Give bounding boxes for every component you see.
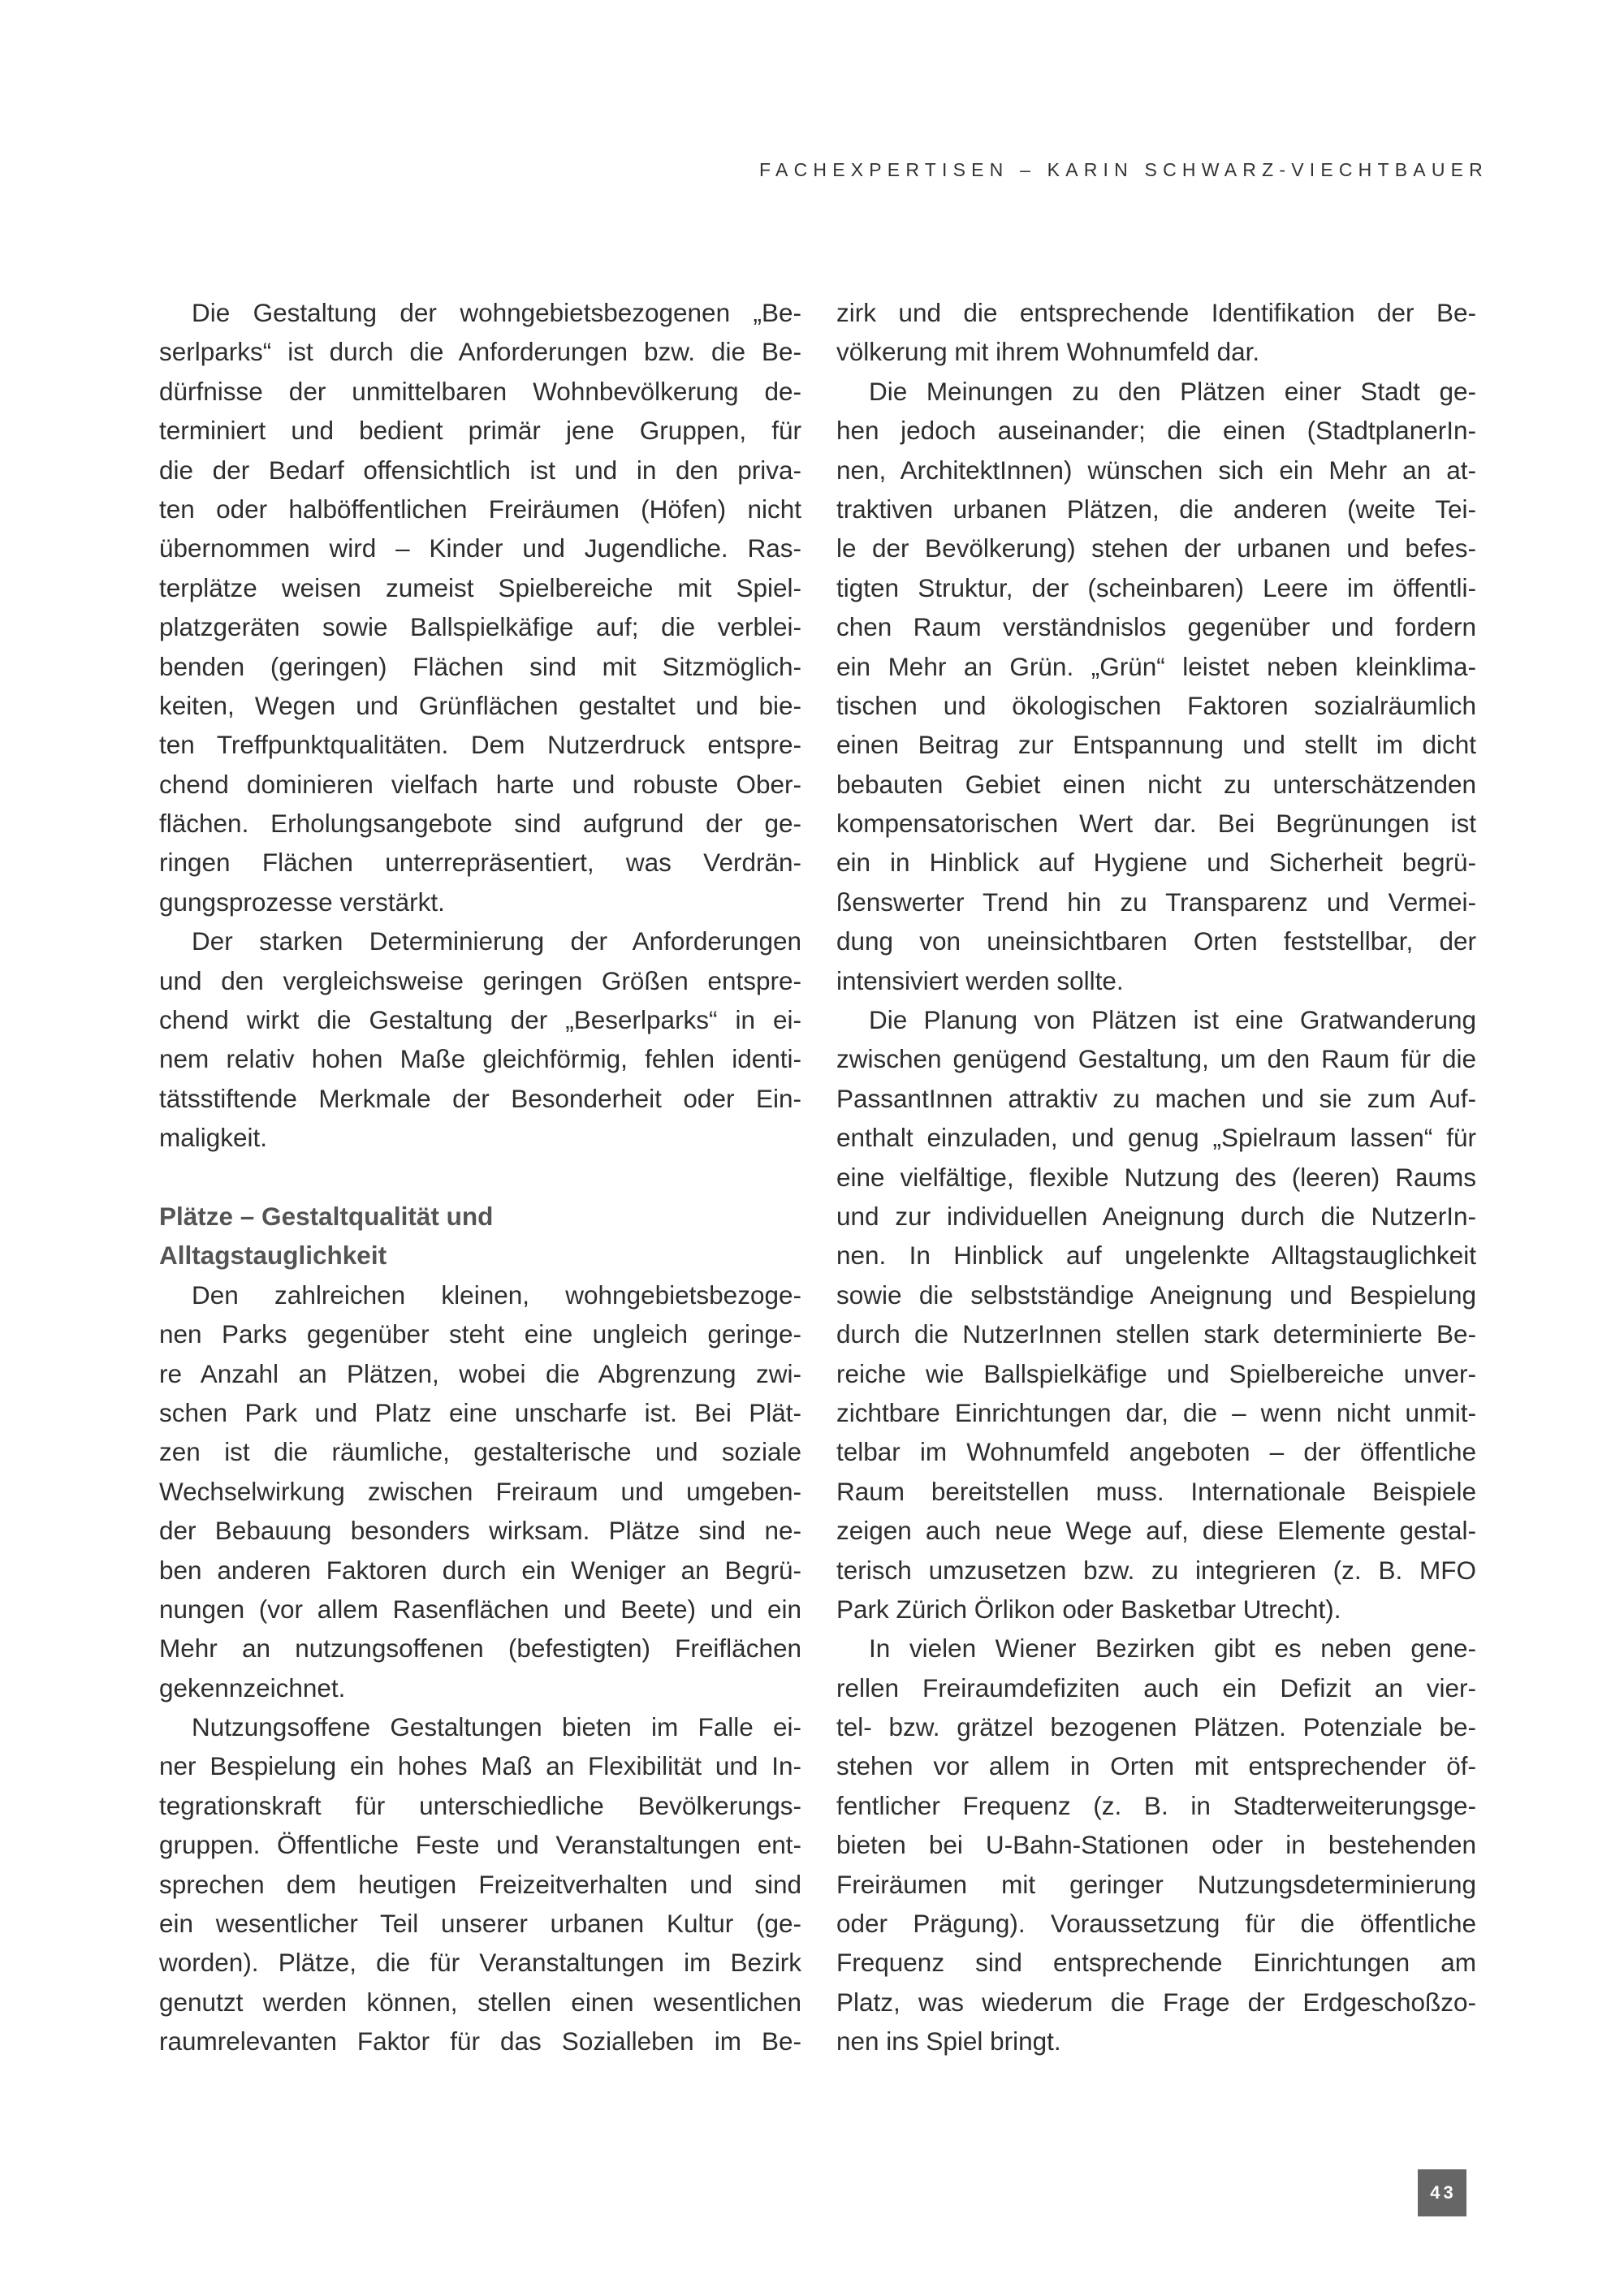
- text-line: tigten Struktur, der (scheinbaren) Leere im öffentli-: [836, 572, 1476, 602]
- text-line: gekennzeichnet.: [159, 1672, 346, 1703]
- text-line: bieten bei U-Bahn-Stationen oder in bestehenden: [836, 1830, 1476, 1860]
- text-line: bebauten Gebiet einen nicht zu unterschätzenden: [836, 769, 1476, 799]
- text-line: benden (geringen) Flächen sind mit Sitzmöglich-: [159, 651, 801, 681]
- heading-line: Plätze – Gestaltqualität und: [159, 1201, 494, 1231]
- text-line: worden). Plätze, die für Veranstaltungen im Bezirk: [159, 1948, 801, 1978]
- text-line: chend dominieren vielfach harte und robuste Ober-: [159, 769, 801, 799]
- text-line: Freiräumen mit geringer Nutzungsdeterminierung: [836, 1869, 1476, 1899]
- paragraph: [836, 1629, 1476, 2061]
- text-line: terisch umzusetzen bzw. zu integrieren (z. B. MFO: [836, 1555, 1476, 1585]
- text-line: zeigen auch neue Wege auf, diese Elemente gestal-: [836, 1516, 1476, 1546]
- text-line: rellen Freiraumdefiziten auch ein Defizit an vier-: [836, 1672, 1476, 1703]
- text-line: ten Treffpunktqualitäten. Dem Nutzerdruck entspre-: [159, 730, 801, 760]
- text-line: ner Bespielung ein hohes Maß an Flexibilität und In-: [159, 1751, 801, 1781]
- text-line: Raum bereitstellen muss. Internationale Beispiele: [836, 1476, 1476, 1506]
- paragraph: [159, 293, 801, 921]
- paragraph: [836, 1000, 1476, 1629]
- text-line: tegrationskraft für unterschiedliche Bevölkerungs-: [159, 1790, 801, 1820]
- text-line: tischen und ökologischen Faktoren sozialräumlich: [836, 690, 1476, 720]
- text-line: durch die NutzerInnen stellen stark determinierte Be-: [836, 1319, 1476, 1349]
- text-line: kompensatorischen Wert dar. Bei Begrünungen ist: [836, 809, 1476, 839]
- text-line: Die Planung von Plätzen ist eine Gratwanderung: [869, 1005, 1476, 1035]
- text-line: traktiven urbanen Plätzen, die anderen (weite Tei-: [836, 494, 1476, 524]
- text-line: zirk und die entsprechende Identifikation der Be-: [836, 298, 1476, 327]
- text-line: Park Zürich Örlikon oder Basketbar Utrecht).: [836, 1594, 1341, 1624]
- text-line: zichtbare Einrichtungen dar, die – wenn nicht unmit-: [836, 1397, 1476, 1427]
- text-line: eine vielfältige, flexible Nutzung des (leeren) Raums: [836, 1162, 1476, 1192]
- text-line: ein wesentlicher Teil unserer urbanen Kultur (ge-: [159, 1909, 801, 1939]
- text-line: chend wirkt die Gestaltung der „Beserlparks“ in ei-: [159, 1005, 801, 1035]
- text-line: ten oder halböffentlichen Freiräumen (Höfen) nicht: [159, 494, 801, 524]
- text-line: Die Gestaltung der wohngebietsbezogenen „Be-: [192, 298, 801, 327]
- text-line: dung von uneinsichtbaren Orten feststellbar, der: [836, 926, 1476, 956]
- section-heading: [159, 1197, 801, 1275]
- paragraph: [159, 921, 801, 1157]
- text-line: nem relativ hohen Maße gleichförmig, fehlen identi-: [159, 1044, 801, 1074]
- heading-line: Alltagstauglichkeit: [159, 1241, 387, 1271]
- text-line: dürfnisse der unmittelbaren Wohnbevölkerung de-: [159, 376, 801, 406]
- text-line: nen ins Spiel bringt.: [836, 2026, 1061, 2056]
- text-line: und zur individuellen Aneignung durch die NutzerIn-: [836, 1201, 1476, 1231]
- text-line: einen Beitrag zur Entspannung und stellt im dicht: [836, 730, 1476, 760]
- text-line: maligkeit.: [159, 1123, 268, 1153]
- text-line: stehen vor allem in Orten mit entsprechender öf-: [836, 1751, 1476, 1781]
- text-line: ringen Flächen unterrepräsentiert, was Verdrän-: [159, 848, 801, 878]
- text-line: ben anderen Faktoren durch ein Weniger an Begrü-: [159, 1555, 801, 1585]
- text-line: Den zahlreichen kleinen, wohngebietsbezoge-: [192, 1280, 801, 1310]
- text-line: nen Parks gegenüber steht eine ungleich geringe-: [159, 1319, 801, 1349]
- text-line: genutzt werden können, stellen einen wesentlichen: [159, 1987, 801, 2017]
- text-line: tel- bzw. grätzel bezogenen Plätzen. Potenziale be-: [836, 1712, 1476, 1742]
- text-line: Nutzungsoffene Gestaltungen bieten im Falle ei-: [192, 1712, 801, 1742]
- page-number: 43: [1418, 2169, 1466, 2216]
- text-line: hen jedoch auseinander; die einen (StadtplanerIn-: [836, 416, 1476, 446]
- text-line: keiten, Wegen und Grünflächen gestaltet und bie-: [159, 690, 801, 720]
- text-line: raumrelevanten Faktor für das Sozialleben im Be-: [159, 2026, 801, 2056]
- text-line: zen ist die räumliche, gestalterische und soziale: [159, 1437, 801, 1467]
- paragraph: [159, 1707, 801, 2061]
- paragraph: [159, 1275, 801, 1707]
- text-line: platzgeräten sowie Ballspielkäfige auf; die verblei-: [159, 612, 801, 642]
- text-line: reiche wie Ballspielkäfige und Spielbereiche unver-: [836, 1358, 1476, 1388]
- text-line: der Bebauung besonders wirksam. Plätze sind ne-: [159, 1516, 801, 1546]
- text-line: chen Raum verständnislos gegenüber und fordern: [836, 612, 1476, 642]
- text-line: serlparks“ ist durch die Anforderungen bzw. die Be-: [159, 337, 801, 367]
- text-line: flächen. Erholungsangebote sind aufgrund der ge-: [159, 809, 801, 839]
- text-line: Wechselwirkung zwischen Freiraum und umgeben-: [159, 1476, 801, 1506]
- text-line: völkerung mit ihrem Wohnumfeld dar.: [836, 337, 1260, 367]
- text-line: re Anzahl an Plätzen, wobei die Abgrenzung zwi-: [159, 1358, 801, 1388]
- text-line: ein Mehr an Grün. „Grün“ leistet neben kleinklima-: [836, 651, 1476, 681]
- text-line: die der Bedarf offensichtlich ist und in den priva-: [159, 455, 801, 485]
- text-line: Der starken Determinierung der Anforderungen: [192, 926, 801, 956]
- text-line: Frequenz sind entsprechende Einrichtungen am: [836, 1948, 1476, 1978]
- text-line: enthalt einzuladen, und genug „Spielraum lassen“ für: [836, 1123, 1476, 1153]
- text-line: PassantInnen attraktiv zu machen und sie zum Auf-: [836, 1083, 1476, 1113]
- left-column: [159, 293, 801, 2061]
- text-line: gruppen. Öffentliche Feste und Veranstaltungen ent-: [159, 1830, 801, 1860]
- text-line: le der Bevölkerung) stehen der urbanen und befes-: [836, 533, 1476, 563]
- text-line: zwischen genügend Gestaltung, um den Raum für die: [836, 1044, 1476, 1074]
- text-line: übernommen wird – Kinder und Jugendliche. Ras-: [159, 533, 801, 563]
- text-line: sprechen dem heutigen Freizeitverhalten und sind: [159, 1869, 801, 1899]
- paragraph: [836, 293, 1476, 372]
- text-line: nen. In Hinblick auf ungelenkte Alltagstauglichkeit: [836, 1241, 1476, 1271]
- text-line: In vielen Wiener Bezirken gibt es neben gene-: [869, 1634, 1476, 1664]
- text-line: oder Prägung). Voraussetzung für die öffentliche: [836, 1909, 1476, 1939]
- text-line: terminiert und bedient primär jene Gruppen, für: [159, 416, 801, 446]
- text-line: nungen (vor allem Rasenflächen und Beete) und ein: [159, 1594, 801, 1624]
- text-line: Die Meinungen zu den Plätzen einer Stadt ge-: [869, 376, 1476, 406]
- text-line: schen Park und Platz eine unscharfe ist. Bei Plät-: [159, 1397, 801, 1427]
- text-line: Mehr an nutzungsoffenen (befestigten) Freiflächen: [159, 1634, 801, 1664]
- paragraph: [836, 372, 1476, 1000]
- text-line: nen, ArchitektInnen) wünschen sich ein Mehr an at-: [836, 455, 1476, 485]
- running-header: FACHEXPERTISEN – KARIN SCHWARZ-VIECHTBAUER: [759, 159, 1488, 180]
- text-line: telbar im Wohnumfeld angeboten – der öffentliche: [836, 1437, 1476, 1467]
- text-line: ßenswerter Trend hin zu Transparenz und Vermei-: [836, 887, 1476, 917]
- text-line: ein in Hinblick auf Hygiene und Sicherheit begrü-: [836, 848, 1476, 878]
- text-line: Platz, was wiederum die Frage der Erdgeschoßzo-: [836, 1987, 1476, 2017]
- text-line: intensiviert werden sollte.: [836, 965, 1124, 995]
- text-line: terplätze weisen zumeist Spielbereiche mit Spiel-: [159, 572, 801, 602]
- text-line: tätsstiftende Merkmale der Besonderheit oder Ein-: [159, 1083, 801, 1113]
- text-line: fentlicher Frequenz (z. B. in Stadterweiterungsge-: [836, 1790, 1476, 1820]
- text-line: und den vergleichsweise geringen Größen entspre-: [159, 965, 801, 995]
- text-line: sowie die selbstständige Aneignung und Bespielung: [836, 1280, 1476, 1310]
- right-column: [836, 293, 1476, 2061]
- spacer: [159, 1158, 801, 1197]
- text-line: gungsprozesse verstärkt.: [159, 887, 445, 917]
